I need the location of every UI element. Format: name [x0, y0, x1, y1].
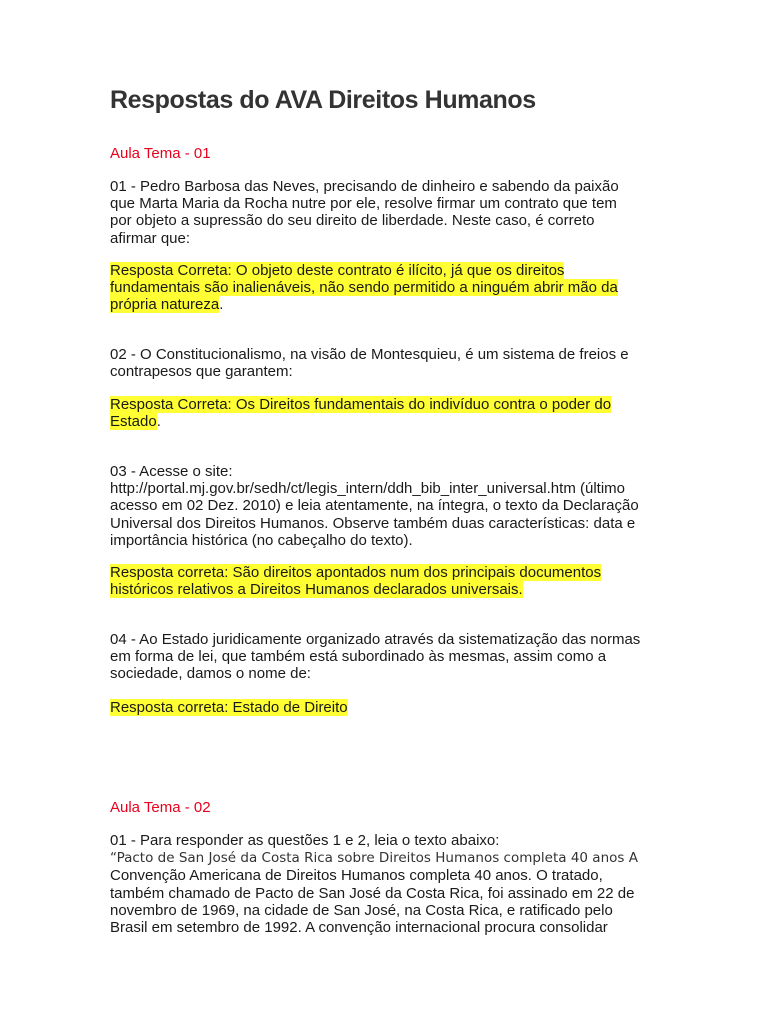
question-line: sociedade, damos o nome de: [110, 665, 311, 683]
quote-line: também chamado de Pacto de San José da Costa Rica, foi assinado em 22 de [110, 884, 635, 902]
section-heading-aula-02: Aula Tema - 02 [110, 799, 211, 816]
question-line: 03 - Acesse o site: [110, 463, 233, 480]
answer-01 [110, 262, 650, 314]
question-line: http://portal.mj.gov.br/sedh/ct/legis_intern/ddh_bib_inter_universal.htm (último [110, 480, 625, 498]
highlighted-answer: fundamentais são inalienáveis, não sendo permitido a ninguém abrir mão da [110, 279, 618, 297]
highlighted-answer: própria natureza [110, 296, 220, 314]
answer-tail: . [156, 413, 161, 431]
question-line: 01 - Para responder as questões 1 e 2, leia o texto abaixo: [110, 832, 500, 849]
question-01 [110, 178, 650, 247]
highlighted-answer: históricos relativos a Direitos Humanos declarados universais. [110, 581, 523, 599]
highlighted-answer: Resposta correta: Estado de Direito [110, 699, 348, 716]
answer-04 [110, 699, 650, 716]
highlighted-answer: Resposta Correta: Os Direitos fundamentais do indivíduo contra o poder do [110, 396, 612, 413]
quote-line: Brasil em setembro de 1992. A convenção internacional procura consolidar [110, 919, 608, 937]
question-line: 02 - O Constitucionalismo, na visão de Montesquieu, é um sistema de freios e [110, 346, 629, 363]
page-title: Respostas do AVA Direitos Humanos [110, 86, 536, 114]
highlighted-answer: Estado [110, 413, 157, 431]
question-line: afirmar que: [110, 229, 191, 247]
answer-tail: . [219, 296, 224, 314]
question-04 [110, 631, 650, 683]
question-line: por objeto a supressão do seu direito de liberdade. Neste caso, é correto [110, 212, 595, 230]
question-line: 04 - Ao Estado juridicamente organizado através da sistematização das normas [110, 631, 641, 648]
question-line: 01 - Pedro Barbosa das Neves, precisando de dinheiro e sabendo da paixão [110, 178, 619, 195]
quote-line: Convenção Americana de Direitos Humanos completa 40 anos. O tratado, [110, 867, 603, 885]
quote-line: novembro de 1969, na cidade de San José, na Costa Rica, e ratificado pelo [110, 901, 613, 919]
question-02-01 [110, 832, 650, 936]
question-line: Universal dos Direitos Humanos. Observe também duas características: data e [110, 514, 636, 532]
question-line: em forma de lei, que também está subordinado às mesmas, assim como a [110, 648, 607, 666]
question-line: contrapesos que garantem: [110, 363, 293, 381]
answer-02 [110, 396, 650, 430]
question-02 [110, 346, 650, 380]
section-heading-aula-01: Aula Tema - 01 [110, 145, 211, 162]
answer-03 [110, 564, 650, 598]
quote-prefix: “Pacto de San José da Costa Rica sobre Direitos Humanos completa 40 anos A [110, 850, 638, 867]
question-line: acesso em 02 Dez. 2010) e leia atentamente, na íntegra, o texto da Declaração [110, 497, 639, 515]
question-03 [110, 463, 650, 549]
question-line: importância histórica (no cabeçalho do texto). [110, 531, 413, 549]
highlighted-answer: Resposta Correta: O objeto deste contrato é ilícito, já que os direitos [110, 262, 565, 279]
question-line: que Marta Maria da Rocha nutre por ele, resolve firmar um contrato que tem [110, 195, 617, 213]
highlighted-answer: Resposta correta: São direitos apontados num dos principais documentos [110, 564, 602, 581]
